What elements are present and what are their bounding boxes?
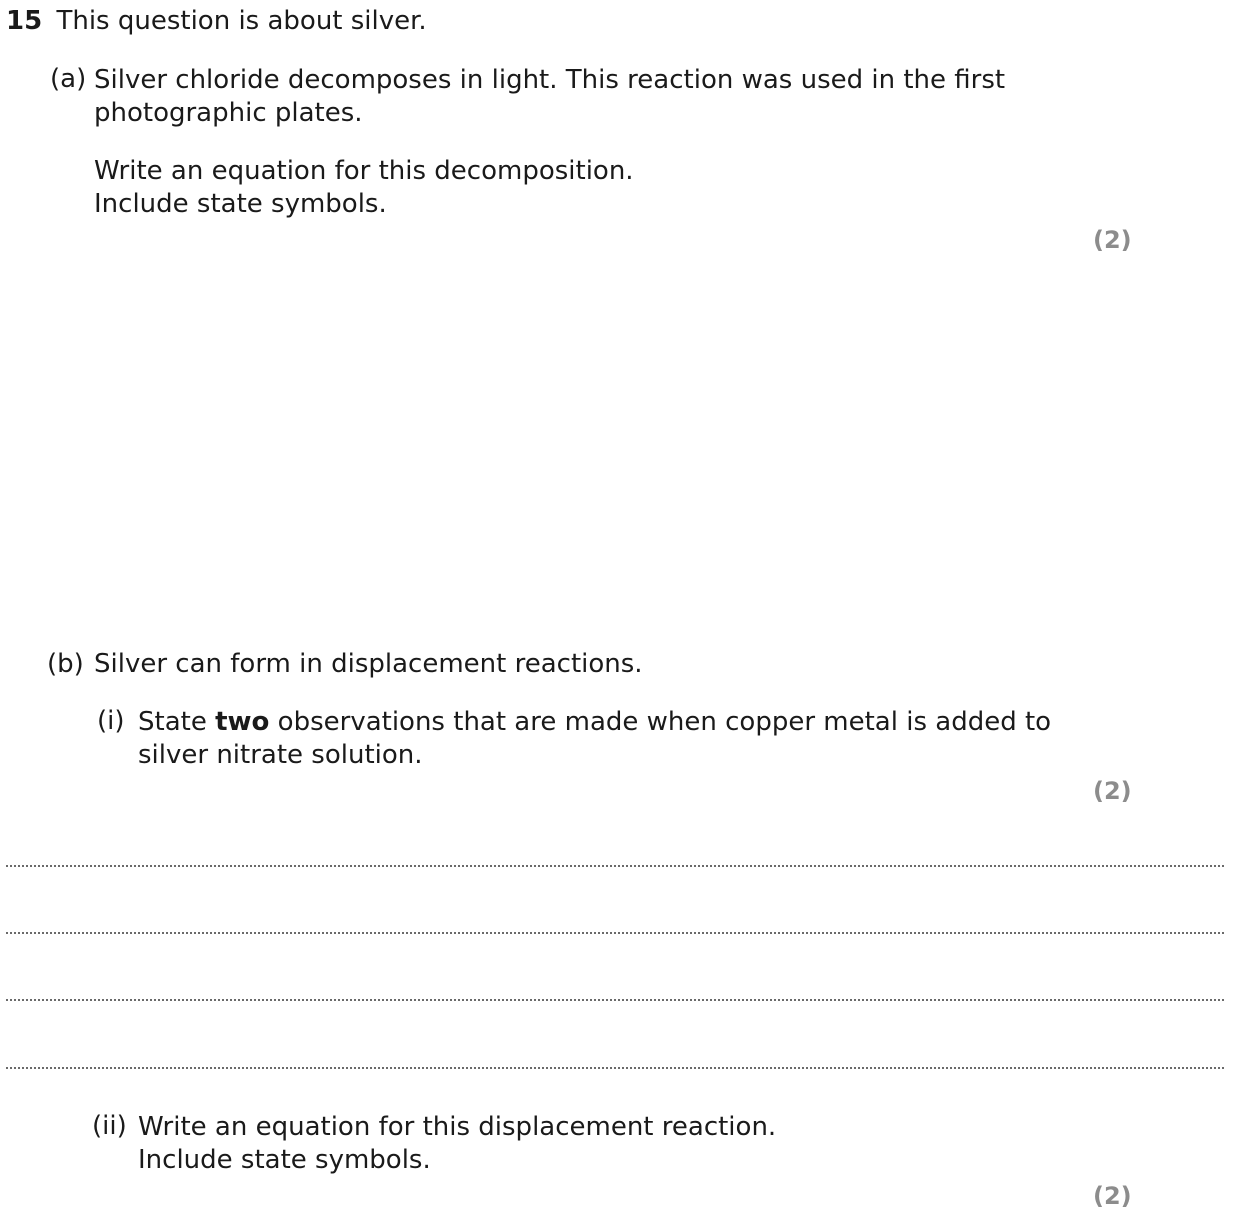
part-b-i-marks: (2) [1093,777,1132,805]
question-header [6,6,427,36]
part-b-i-prefix: State [138,707,216,737]
part-b-i-line-2: silver nitrate solution. [138,740,423,770]
answer-line-3[interactable] [6,999,1224,1001]
part-b-i-emphasis: two [215,707,270,737]
part-b-label: (b) [47,649,84,679]
part-a-line-2: photographic plates. [94,98,363,128]
part-a-instruction [94,155,634,221]
part-b-intro: Silver can form in displacement reactions. [94,649,643,679]
part-b-ii-line-1: Write an equation for this displacement reaction. [138,1112,777,1142]
answer-line-2[interactable] [6,932,1224,934]
part-b-ii-marks: (2) [1093,1182,1132,1210]
part-b-i-line-1 [138,706,1051,739]
part-a-label: (a) [50,64,87,94]
part-a-instruction-1: Write an equation for this decomposition. [94,156,634,186]
part-a-instruction-2: Include state symbols. [94,189,387,219]
answer-line-1[interactable] [6,865,1224,867]
part-a-marks: (2) [1093,226,1132,254]
question-number: 15 [6,6,43,36]
part-b-i-label: (i) [97,706,125,736]
part-b-i-text [138,706,1051,772]
question-intro: This question is about silver. [56,6,427,36]
answer-line-4[interactable] [6,1067,1224,1069]
part-a-text [94,64,1005,130]
part-b-i-suffix: observations that are made when copper metal is added to [269,707,1052,737]
part-b-ii-line-2: Include state symbols. [138,1145,431,1175]
part-b-ii-text [138,1111,776,1177]
part-a-line-1: Silver chloride decomposes in light. This reaction was used in the first [94,65,1006,95]
part-b-ii-label: (ii) [92,1111,127,1141]
